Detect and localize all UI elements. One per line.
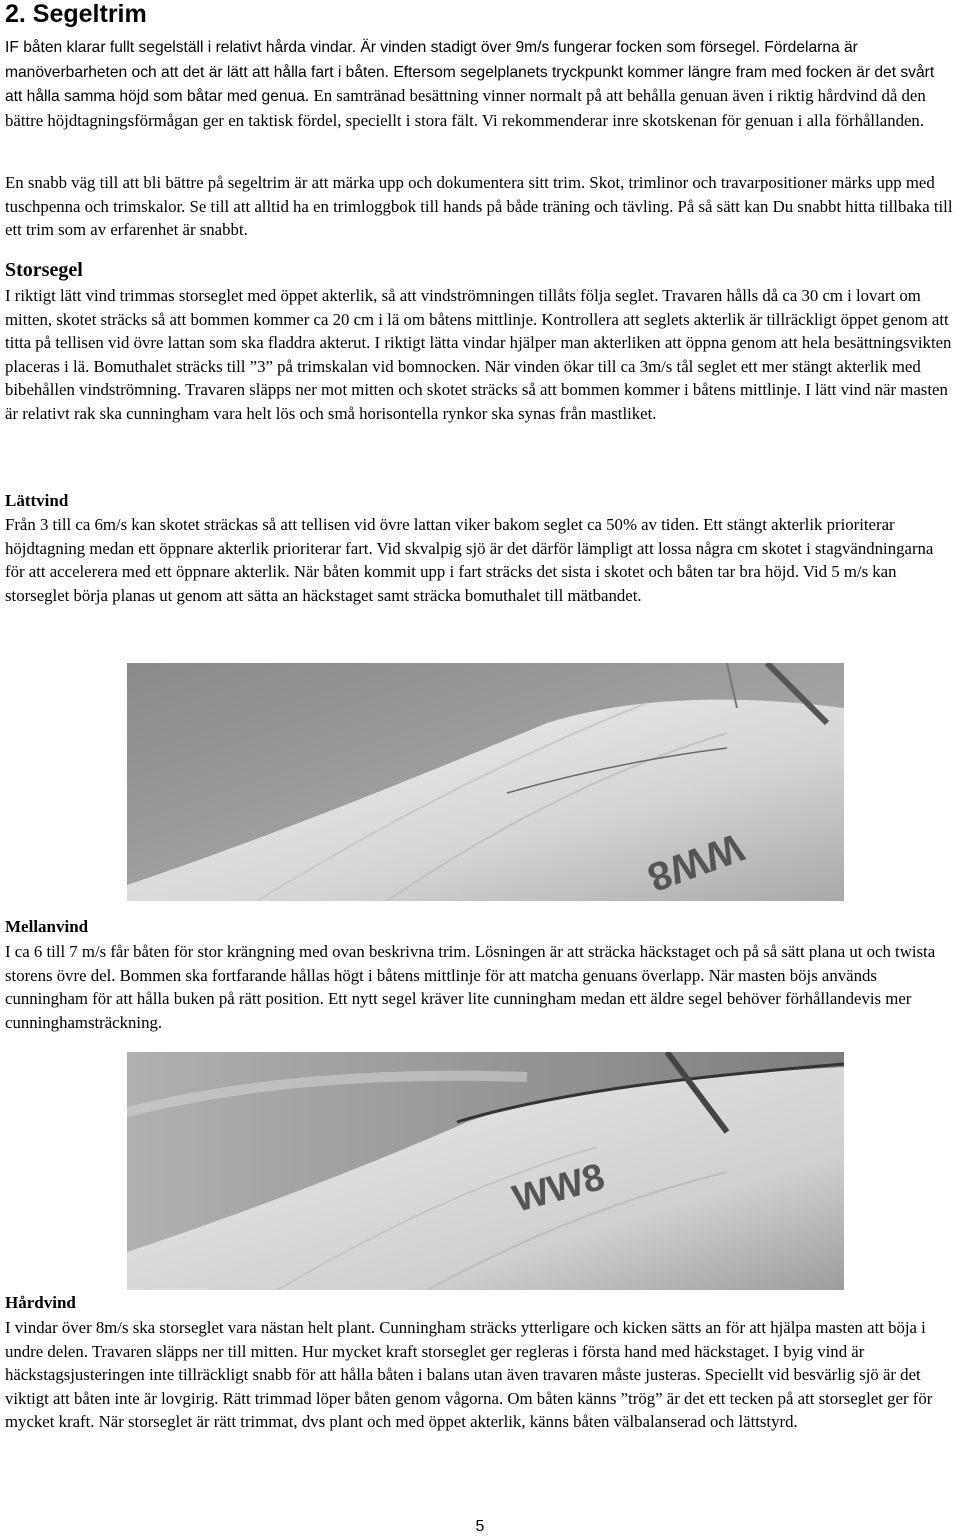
intro-serif-text: En samtränad besättning vinner normalt på att behålla genuan även i riktig hårdvind då den bättre höjdtagningsförmågan ger en taktisk fördel, speciellt i stora fält. Vi rekommenderar inre skotskenan för genuan i alla förhållanden. xyxy=(5,86,926,130)
page-title: 2. Segeltrim xyxy=(5,0,147,28)
sail-number-text-2: WW8 xyxy=(508,1156,610,1221)
intro-sans-text: IF båten klarar fullt segelställ i relativt hårda vindar. Är vinden stadigt över 9m/s fungerar focken som försegel. Fördelarna är manöverbarheten och att det är lätt att hålla fart i båten. Eftersom segelplanets tryckpunkt kommer längre fram med focken är det svårt att hålla samma höjd som båtar med genua. xyxy=(5,39,935,105)
intro-paragraph-1 xyxy=(5,35,953,132)
sail-photo-light-wind xyxy=(127,663,844,901)
section-heading-storsegel: Storsegel xyxy=(5,259,83,281)
sail-photo-medium-wind xyxy=(127,1052,844,1290)
sail-number-text-1: WW8 xyxy=(642,824,749,900)
sail-photo-1-image xyxy=(127,663,844,901)
storsegel-paragraph: I riktigt lätt vind trimmas storseglet med öppet akterlik, så att vindströmningen tillåts följa seglet. Travaren hålls då ca 30 cm i lovart om mitten, skotet sträcks så att bommen kommer ca 20 cm i lä om båtens mittlinje. Kontrollera att seglets akterlik är tillräckligt öppet genom att titta på tellisen vid övre lattan som ska fladdra akterut. I riktigt lätta vindar hjälper man akterliken att öppna genom att hela besättningsvikten placeras i lä. Bomuthalet sträcks till ”3” på trimskalan vid bomnocken. När vinden ökar till ca 3m/s tål seglet ett mer stängt akterlik med bibehållen vindströmning. Travaren släpps ner mot mitten och skotet sträcks så att bommen kommer i båtens mittlinje. I lätt vind när masten är relativt rak ska cunningham vara helt lös och små horisontella rynkor ska synas från mastliket. xyxy=(5,286,952,423)
page-number: 5 xyxy=(475,1518,485,1535)
section-heading-hardvind: Hårdvind xyxy=(5,1293,76,1312)
intro-paragraph-2: En snabb väg till att bli bättre på segeltrim är att märka upp och dokumentera sitt trim. Skot, trimlinor och travarpositioner märks upp med tuschpenna och trimskalor. Se till att alltid ha en trimloggbok till hands på både träning och tävling. På så sätt kan Du snabbt hitta tillbaka till ett trim som av erfarenhet är snabbt. xyxy=(5,173,953,239)
mellanvind-paragraph: I ca 6 till 7 m/s får båten för stor krängning med ovan beskrivna trim. Lösningen är att sträcka häckstaget och på så sätt plana ut och twista storens övre del. Bommen ska fortfarande hållas högt i båtens mittlinje för att matcha genuans överlapp. När masten böjs används cunningham för att hålla buken på rätt position. Ett nytt segel kräver lite cunningham medan ett äldre segel behöver förhållandevis mer cunninghamsträckning. xyxy=(5,942,936,1032)
section-heading-mellanvind: Mellanvind xyxy=(5,917,89,936)
hardvind-paragraph: I vindar över 8m/s ska storseglet vara nästan helt plant. Cunningham sträcks ytterligare och kicken sätts an för att hjälpa masten att böja i undre delen. Travaren släpps ner till mitten. Hur mycket kraft storseglet ger regleras i första hand med häckstaget. I byig vind är häckstagsjusteringen inte tillräckligt snabb för att hålla båten i balans utan även travaren måste justeras. Speciellt vid besvärlig sjö är det viktigt att båten inte är lovgirig. Rätt trimmad löper båten genom vågorna. Om båten känns ”trög” är det ett tecken på att storseglet ger för mycket kraft. När storseglet är rätt trimmat, dvs plant och med öppet akterlik, känns båten välbalanserad och lättstyrd. xyxy=(5,1318,933,1431)
section-heading-lattvind: Lättvind xyxy=(5,491,69,510)
sail-photo-2-image xyxy=(127,1052,844,1290)
lattvind-paragraph: Från 3 till ca 6m/s kan skotet sträckas så att tellisen vid övre lattan viker bakom seglet ca 50% av tiden. Ett stängt akterlik prioriterar höjdtagning medan ett öppnare akterlik prioriterar fart. Vid skvalpig sjö är det därför lämpligt att lossa några cm skotet i stagvändningarna för att accelerera med ett öppnare akterlik. När båten kommit upp i fart sträcks det sista i skotet och båten tar bra höjd. Vid 5 m/s kan storseglet börja planas ut genom att sätta an häckstaget samt sträcka bomuthalet till mätbandet. xyxy=(5,515,934,605)
